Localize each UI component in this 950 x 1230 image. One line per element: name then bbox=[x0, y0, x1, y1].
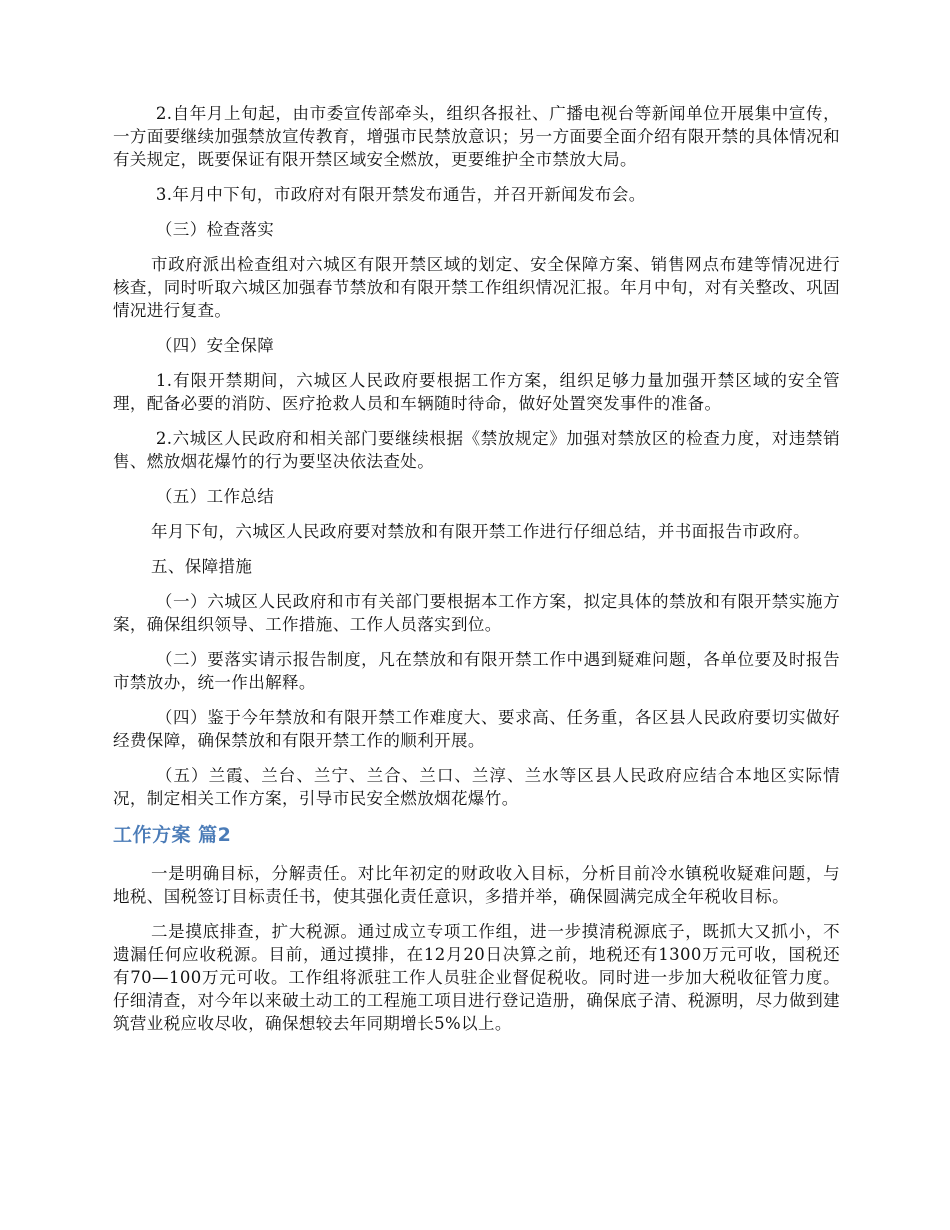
paragraph-summary: 年月下旬，六城区人民政府要对禁放和有限开禁工作进行仔细总结，并书面报告市政府。 bbox=[150, 522, 811, 541]
paragraph-safeguard-5: （五）兰霞、兰台、兰宁、兰合、兰口、兰淳、兰水等区县人民政府应结合本地区实际情况，制定相关工作方案，引导市民安全燃放烟花爆竹。 bbox=[113, 766, 840, 808]
paragraph-safety-2: 2.六城区人民政府和相关部门要继续根据《禁放规定》加强对禁放区的检查力度，对违禁销售、燃放烟花爆竹的行为要坚决依法查处。 bbox=[113, 429, 840, 471]
paragraph-targets: 一是明确目标，分解责任。对比年初定的财政收入目标，分析目前冷水镇税收疑难问题，与地税、国税签订目标责任书，使其强化责任意识，多措并举，确保圆满完成全年税收目标。 bbox=[113, 864, 840, 906]
paragraph-publicity: 2.自年月上旬起，由市委宣传部牵头，组织各报社、广播电视台等新闻单位开展集中宣传，一方面要继续加强禁放宣传教育，增强市民禁放意识；另一方面要全面介绍有限开禁的具体情况和有关规定，既要保证有限开禁区域安全燃放，更要维护全市禁放大局。 bbox=[113, 104, 840, 169]
section-work-plan-part1 bbox=[113, 102, 840, 810]
paragraph-safeguard-2: （二）要落实请示报告制度，凡在禁放和有限开禁工作中遇到疑难问题，各单位要及时报告市禁放办，统一作出解释。 bbox=[113, 650, 840, 692]
paragraph-inspection: 市政府派出检查组对六城区有限开禁区域的划定、安全保障方案、销售网点布建等情况进行核查，同时听取六城区加强春节禁放和有限开禁工作组织情况汇报。年月中旬，对有关整改、巩固情况进行复查。 bbox=[113, 255, 840, 320]
document-page bbox=[113, 102, 840, 1047]
paragraph-tax-sources: 二是摸底排查，扩大税源。通过成立专项工作组，进一步摸清税源底子，既抓大又抓小，不遗漏任何应收税源。目前，通过摸排，在12月20日决算之前，地税还有1300万元可收，国税还有70—100万元可收。工作组将派驻工作人员驻企业督促税收。同时进一步加大税收征管力度。仔细清查，对今年以来破土动工的工程施工项目进行登记造册，确保底子清、税源明，尽力做到建筑营业税应收尽收，确保想较去年同期增长5%以上。 bbox=[113, 922, 840, 1033]
paragraph-safeguard-4: （四）鉴于今年禁放和有限开禁工作难度大、要求高、任务重，各区县人民政府要切实做好经费保障，确保禁放和有限开禁工作的顺利开展。 bbox=[113, 708, 840, 750]
paragraph-safeguard-1: （一）六城区人民政府和市有关部门要根据本工作方案，拟定具体的禁放和有限开禁实施方案，确保组织领导、工作措施、工作人员落实到位。 bbox=[113, 592, 840, 634]
heading-safeguards: 五、保障措施 bbox=[150, 557, 253, 576]
subheading-inspection: （三）检查落实 bbox=[155, 220, 275, 239]
paragraph-safety-1: 1.有限开禁期间，六城区人民政府要根据工作方案，组织足够力量加强开禁区域的安全管理，配备必要的消防、医疗抢救人员和车辆随时待命，做好处置突发事件的准备。 bbox=[113, 371, 840, 413]
paragraph-announcement: 3.年月中下旬，市政府对有限开禁发布通告，并召开新闻发布会。 bbox=[155, 185, 646, 204]
section-heading-work-plan-2: 工作方案 篇2 bbox=[113, 824, 232, 846]
subheading-summary: （五）工作总结 bbox=[155, 487, 275, 506]
section-work-plan-part2 bbox=[113, 862, 840, 1035]
subheading-safety: （四）安全保障 bbox=[155, 336, 275, 355]
